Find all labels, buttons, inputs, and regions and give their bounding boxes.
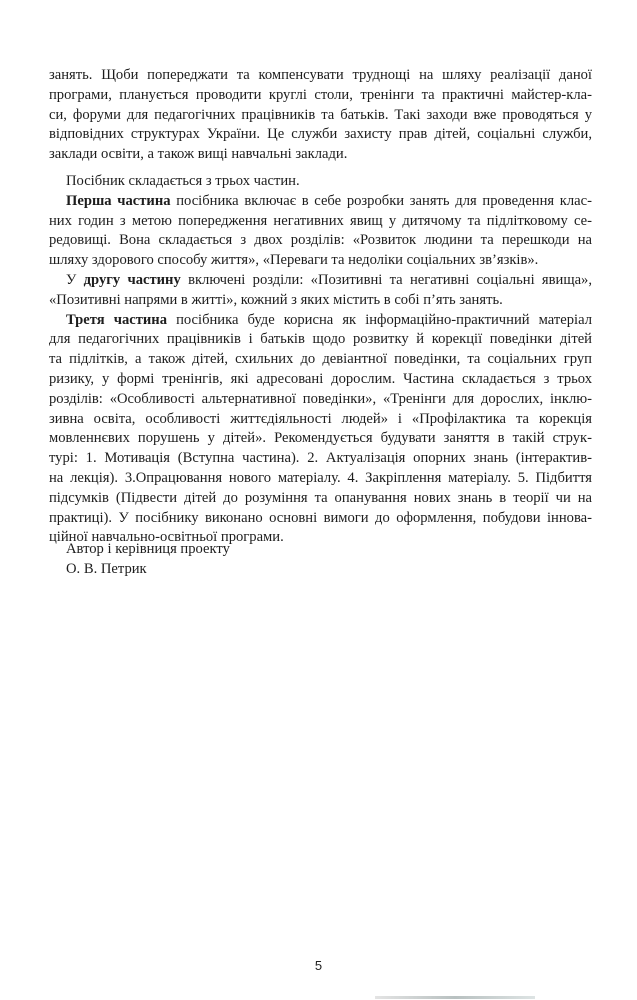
author-name: О. В. Петрик: [66, 560, 147, 577]
text-line: та підлітків, а також дітей, схильних до девіантної поведінки, та соціальних груп: [49, 351, 592, 368]
text-line: них годин з метою попередження негативних явищ у дитячому та підлітковому се-: [49, 212, 592, 229]
author-role: Автор і керівниця проекту: [66, 541, 230, 557]
text-run: У: [66, 271, 84, 288]
text-run: включені розділи: «Позитивні та негативні соціальні явища»,: [180, 271, 592, 288]
part-one-heading: Перша частина: [66, 192, 171, 209]
page-number: 5: [314, 958, 323, 973]
part-three-paragraph: [49, 311, 592, 549]
text-line: занять. Щоби попереджати та компенсувати труднощі на шляху реалізації даної: [49, 67, 592, 83]
text-line: «Позитивні напрями в житті», кожний з яких містить в собі п’ять занять.: [49, 291, 503, 308]
part-three-heading: Третя частина: [66, 311, 167, 328]
text-line: ційної навчально-освітньої програми.: [49, 529, 284, 546]
part-two-heading: другу частину: [83, 271, 181, 288]
text-line: на лекція). 3.Опрацювання нового матеріалу. 4. Закріплення матеріалу. 5. Підбиття: [49, 469, 592, 486]
text-line: заклади освіти, а також вищі навчальні заклади.: [49, 146, 348, 163]
text-line: підсумків (Підвести дітей до розуміння та опанування нових знань в теорії чи на: [49, 489, 592, 506]
text-line: ризику, у формі тренінгів, які адресовані дорослим. Частина складається з трьох: [49, 370, 592, 387]
part-one-paragraph: [49, 192, 592, 271]
text-line: си, форуми для педагогічних працівників та батьків. Такі заходи вже проводяться у: [49, 106, 592, 123]
text-line: для педагогічних працівників і батьків щодо розвитку й корекції поведінки дітей: [49, 331, 592, 348]
structure-intro: Посібник складається з трьох частин.: [66, 173, 300, 189]
parts-description: [49, 172, 592, 548]
text-line: турі: 1. Мотивація (Вступна частина). 2. Актуалізація опорних знань (інтерактив-: [49, 450, 592, 467]
text-line: [49, 192, 592, 212]
text-line: [49, 311, 592, 331]
text-line: [49, 271, 592, 291]
part-two-paragraph: [49, 271, 592, 311]
text-line: розділів: «Особливості альтернативної поведінки», «Тренінги для дорослих, інклю-: [49, 390, 592, 407]
text-line: відповідних структурах України. Це служби захисту прав дітей, соціальні служби,: [49, 126, 592, 143]
text-run: посібника включає в себе розробки занять для проведення клас-: [170, 192, 592, 209]
intro-paragraph: [49, 66, 592, 165]
text-line: програми, планується проводити круглі столи, тренінги та практичні майстер-кла-: [49, 86, 592, 103]
text-line: шляху здорового способу життя», «Переваги та недоліки соціальних зв’язків».: [49, 252, 539, 269]
text-line: редовищі. Вона складається з двох розділів: «Розвиток людини та перешкоди на: [49, 232, 592, 249]
text-line: практиці). У посібнику виконано основні вимоги до оформлення, побудови іннова-: [49, 509, 592, 526]
text-line: зивна освіта, особливості життєдіяльності людей» і «Профілактика та корекція: [49, 410, 592, 427]
text-run: посібника буде корисна як інформаційно-практичний матеріал: [167, 311, 592, 328]
signature-block: [49, 540, 592, 580]
text-line: мовленнєвих порушень у дітей». Рекомендується будувати заняття в такій струк-: [49, 430, 592, 447]
scan-artifact: [375, 996, 535, 999]
